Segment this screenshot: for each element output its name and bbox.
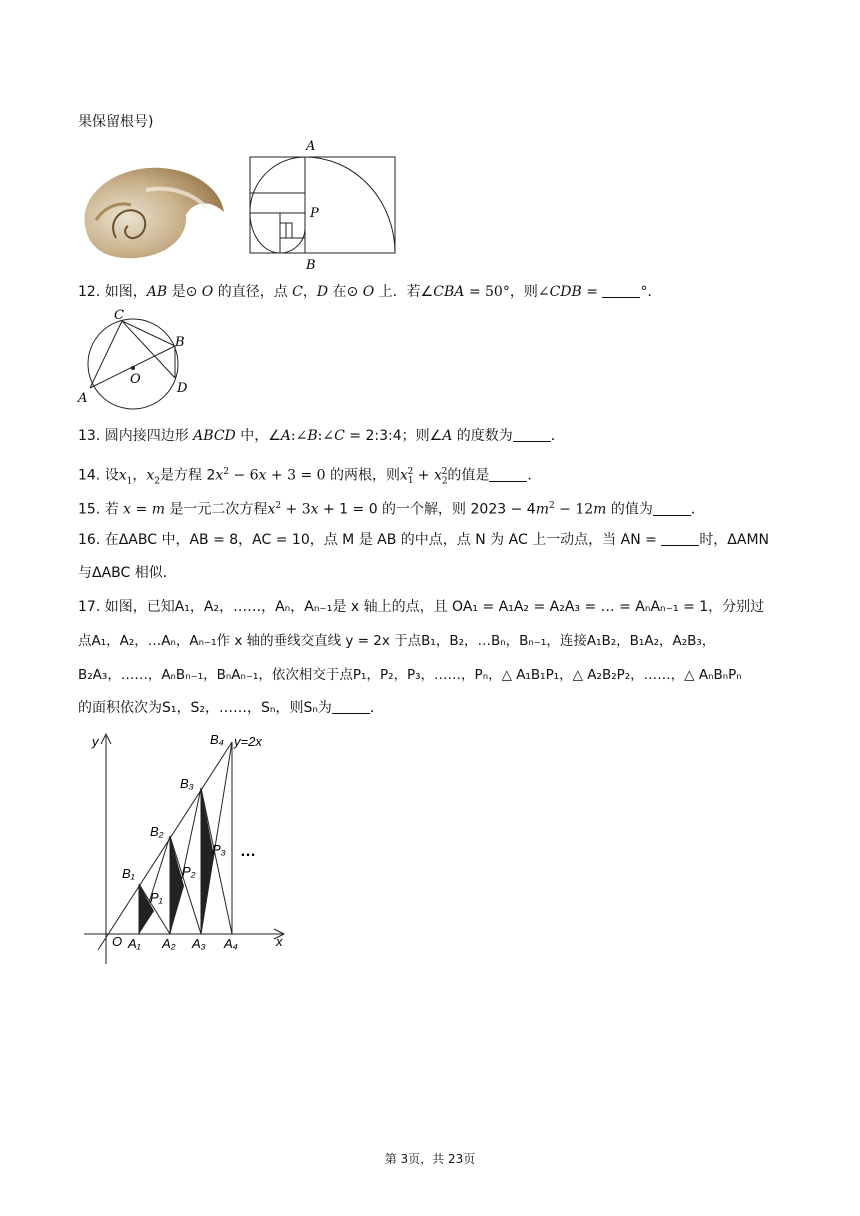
question-12: 12. 如图，AB 是⊙ O 的直径，点 C，D 在⊙ O 上．若∠CBA = 50°，则∠CDB = °． [78,284,662,300]
label-B1: B₁ [122,866,135,881]
question-16-line2: 与ΔABC 相似． [78,565,177,581]
golden-spiral-figure [244,135,404,275]
question-13: 13. 圆内接四边形 ABCD 中，∠A:∠B:∠C = 2:3:4；则∠A 的度数为 ． [78,428,565,444]
label-dots: … [240,843,256,860]
question-17-line3: B₂A₃，……，AₙBₙ₋₁，BₙAₙ₋₁，依次相交于点P₁，P₂，P₃，……，Pₙ，△ A₁B₁P₁，△ A₂B₂P₂，……，△ AₙBₙPₙ [78,667,742,683]
label-B3: B₃ [180,776,194,791]
label-A: A [306,139,316,154]
label-D: D [177,381,188,396]
label-C: C [114,308,124,323]
label-P2: P₂ [182,864,196,879]
circle-figure [74,306,194,412]
label-line: y=2x [234,734,262,749]
page-footer: 第 3页，共 23页 [384,1152,476,1166]
coordinate-figure [84,726,294,966]
label-B4: B₄ [210,732,224,747]
question-17-line4: 的面积依次为S₁，S₂，……，Sₙ，则Sₙ为 ． [78,700,384,716]
label-B: B [175,335,185,350]
label-A4: A₄ [224,936,238,951]
label-P3: P₃ [212,842,226,857]
label-O: O [112,934,123,949]
label-x: x [276,934,283,949]
label-A2: A₂ [162,936,176,951]
nautilus-shell-image [76,160,226,262]
label-P1: P₁ [150,890,163,905]
question-16-line1: 16. 在ΔABC 中，AB = 8，AC = 10，点 M 是 AB 的中点，点 N 为 AC 上一动点，当 AN = 时，ΔAMN [78,532,770,548]
question-14: 14. 设$x_1$，$x_2$是方程 $2x^2 - 6x + 3 = 0$ 的两根，则$x_1^2 + x_2^2$的值是 ． [78,467,542,487]
label-A: A [78,391,88,406]
question-15: 15. 若 x = m 是一元二次方程$x^2 + 3x + 1 = 0$ 的一个解，则 $2023 - 4m^2 - 12m$ 的值为 ． [78,501,705,518]
label-A1: A₁ [128,936,141,951]
label-B2: B₂ [150,824,164,839]
question-17-line2: 点A₁，A₂，…Aₙ，Aₙ₋₁作 x 轴的垂线交直线 y = 2x 于点B₁，B₂，…Bₙ，Bₙ₋₁，连接A₁B₂，B₁A₂，A₂B₃， [78,633,716,649]
label-A3: A₃ [192,936,206,951]
question-17-line1: 17. 如图，已知A₁，A₂，……，Aₙ，Aₙ₋₁是 x 轴上的点，且 OA₁ = A₁A₂ = A₂A₃ = … = AₙAₙ₋₁ = 1，分别过 [78,599,765,615]
label-B: B [306,258,316,273]
label-O: O [130,372,141,387]
label-P: P [310,206,319,221]
answer-blank [602,283,640,298]
label-y: y [92,734,99,749]
continuation-text: 果保留根号) [78,114,154,130]
